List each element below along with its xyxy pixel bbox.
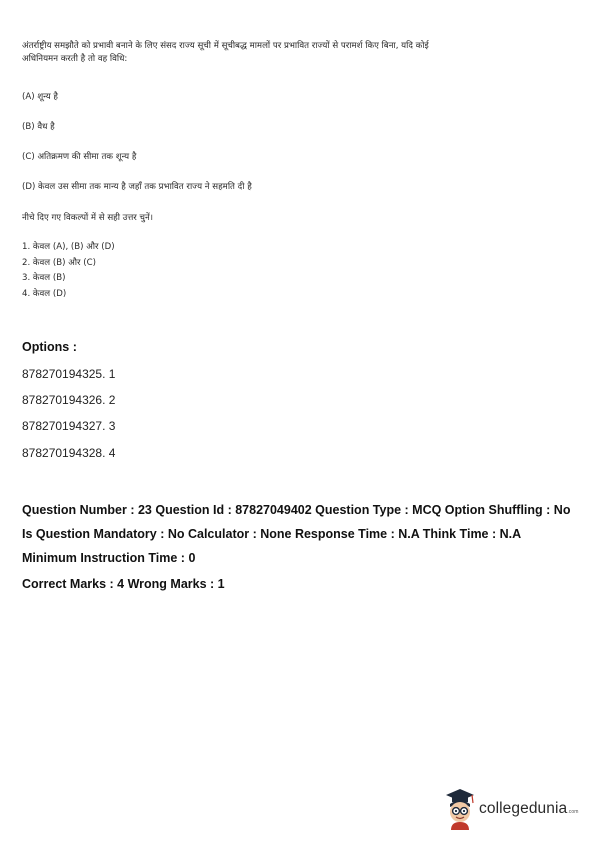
- collegedunia-logo: [442, 786, 582, 832]
- choice-2: 2. केवल (B) और (C): [22, 257, 96, 268]
- statement-b: (B) वैध है: [22, 122, 55, 132]
- option-2: 878270194326. 2: [22, 393, 116, 407]
- choice-1: 1. केवल (A), (B) और (D): [22, 242, 115, 252]
- options-heading: Options :: [22, 340, 77, 354]
- brand-tld: .com: [567, 809, 579, 815]
- choice-3: 3. केवल (B): [22, 273, 66, 283]
- statement-d: (D) केवल उस सीमा तक मान्य है जहाँ तक प्रभावित राज्य ने सहमति दी है: [22, 182, 252, 192]
- statement-a: (A) शून्य है: [22, 92, 58, 102]
- question-text: [22, 40, 462, 66]
- question-instruction: नीचे दिए गए विकल्पों में से सही उत्तर चुनें।: [22, 213, 154, 223]
- choice-4: 4. केवल (D): [22, 288, 67, 299]
- meta-line-1: Question Number : 23 Question Id : 87827049402 Question Type : MCQ Option Shuffling : No: [22, 503, 571, 517]
- statement-c: (C) अतिक्रमण की सीमा तक शून्य है: [22, 152, 137, 162]
- option-4: 878270194328. 4: [22, 446, 116, 460]
- meta-line-2: Is Question Mandatory : No Calculator : None Response Time : N.A Think Time : N.A: [22, 527, 522, 541]
- meta-line-4: Correct Marks : 4 Wrong Marks : 1: [22, 577, 225, 591]
- option-3: 878270194327. 3: [22, 419, 116, 433]
- meta-line-3: Minimum Instruction Time : 0: [22, 551, 196, 565]
- answer-choices: [22, 240, 115, 302]
- question-stem: अंतर्राष्ट्रीय समझौते को प्रभावी बनाने के लिए संसद राज्य सूची में सूचीबद्ध मामलों पर प्रभावित राज्यों से परामर्श किए बिना, यदि कोई अधिनियमन करती है तो वह विधि:: [22, 41, 429, 64]
- brand-name: collegedunia.com: [479, 800, 579, 817]
- graduate-mascot-icon: [442, 786, 478, 830]
- option-1: 878270194325. 1: [22, 367, 116, 381]
